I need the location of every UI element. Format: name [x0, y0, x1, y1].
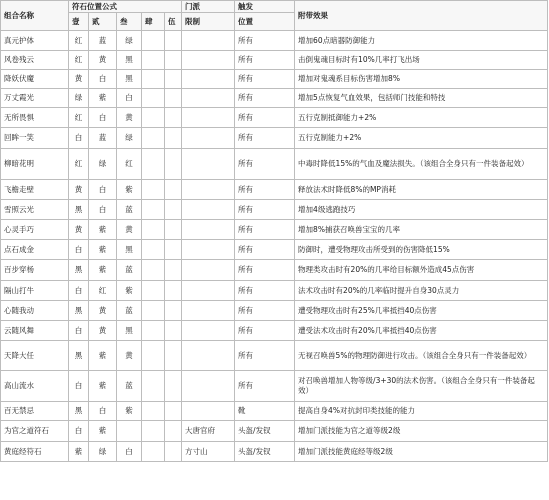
rune-position-cell: 紫	[117, 281, 142, 301]
rune-position-cell: 黄	[117, 341, 142, 371]
header-combo-name: 组合名称	[1, 1, 69, 31]
combo-name-cell: 百步穿杨	[1, 260, 69, 281]
rune-position-cell: 紫	[89, 341, 117, 371]
rune-position-cell: 黑	[117, 70, 142, 89]
table-row	[1, 149, 548, 180]
rune-position-cell: 白	[69, 128, 89, 149]
combo-name-cell: 点石成金	[1, 240, 69, 260]
rune-position-cell: 黄	[89, 301, 117, 321]
effect-cell: 增加门派技能黄庭经等级2级	[295, 442, 548, 462]
sect-cell	[182, 240, 235, 260]
rune-position-cell	[142, 128, 165, 149]
effect-cell: 增加门派技能为官之道等级2级	[295, 421, 548, 442]
rune-position-cell	[142, 70, 165, 89]
effect-cell: 增加8%捕获召唤兽宝宝的几率	[295, 220, 548, 240]
combo-name-cell: 隔山打牛	[1, 281, 69, 301]
rune-position-cell	[142, 341, 165, 371]
sect-cell: 大唐官府	[182, 421, 235, 442]
rune-position-cell	[165, 220, 182, 240]
sect-cell	[182, 180, 235, 200]
rune-position-cell: 蓝	[117, 301, 142, 321]
sect-cell	[182, 128, 235, 149]
rune-position-cell: 黄	[69, 220, 89, 240]
sect-cell	[182, 260, 235, 281]
header-pos-1: 壹	[69, 13, 89, 31]
rune-position-cell: 白	[89, 70, 117, 89]
combo-name-cell: 高山流水	[1, 371, 69, 402]
effect-cell: 释放法术时降低8%的MP消耗	[295, 180, 548, 200]
rune-position-cell: 紫	[89, 260, 117, 281]
rune-position-cell	[142, 31, 165, 51]
rune-position-cell: 蓝	[117, 260, 142, 281]
rune-position-cell	[142, 51, 165, 70]
rune-position-cell: 黑	[69, 402, 89, 421]
table-row	[1, 260, 548, 281]
combo-name-cell: 黄庭经符石	[1, 442, 69, 462]
rune-position-cell	[165, 31, 182, 51]
rune-position-cell	[165, 89, 182, 108]
rune-position-cell: 黄	[69, 180, 89, 200]
rune-position-cell	[165, 301, 182, 321]
trigger-cell: 所有	[235, 180, 295, 200]
combo-name-cell: 飞檐走壁	[1, 180, 69, 200]
rune-position-cell	[142, 149, 165, 180]
rune-position-cell: 黄	[117, 220, 142, 240]
combo-name-cell: 柳暗花明	[1, 149, 69, 180]
combo-name-cell: 心随我动	[1, 301, 69, 321]
table-row	[1, 240, 548, 260]
combo-name-cell: 百无禁忌	[1, 402, 69, 421]
rune-position-cell	[142, 321, 165, 341]
trigger-cell: 所有	[235, 301, 295, 321]
table-row	[1, 89, 548, 108]
rune-position-cell: 红	[69, 51, 89, 70]
effect-cell: 对召唤兽增加人物等级/3+30的法术伤害。（该组合全身只有一件装备起效）	[295, 371, 548, 402]
rune-position-cell	[142, 89, 165, 108]
trigger-cell: 所有	[235, 240, 295, 260]
combo-name-cell: 风卷残云	[1, 51, 69, 70]
rune-position-cell: 绿	[69, 89, 89, 108]
combo-name-cell: 天降大任	[1, 341, 69, 371]
rune-position-cell: 红	[89, 281, 117, 301]
header-row-1	[1, 1, 548, 13]
combo-name-cell: 万丈霞光	[1, 89, 69, 108]
table-row	[1, 371, 548, 402]
rune-position-cell	[165, 108, 182, 128]
sect-cell	[182, 149, 235, 180]
trigger-cell: 所有	[235, 321, 295, 341]
rune-position-cell: 紫	[69, 442, 89, 462]
rune-position-cell	[165, 421, 182, 442]
rune-position-cell: 白	[89, 200, 117, 220]
header-trigger-line2: 位置	[235, 13, 295, 31]
rune-position-cell	[165, 149, 182, 180]
rune-position-cell	[142, 402, 165, 421]
rune-position-cell: 紫	[89, 220, 117, 240]
sect-cell	[182, 341, 235, 371]
rune-position-cell: 紫	[89, 421, 117, 442]
effect-cell: 无视召唤兽5%的物理防御进行攻击。（该组合全身只有一件装备起效）	[295, 341, 548, 371]
rune-position-cell: 蓝	[89, 31, 117, 51]
rune-position-cell: 绿	[89, 149, 117, 180]
rune-position-cell: 蓝	[117, 200, 142, 220]
effect-cell: 物理类攻击时有20%的几率给目标额外造成45点伤害	[295, 260, 548, 281]
rune-position-cell: 绿	[117, 31, 142, 51]
effect-cell: 中毒时降低15%的气血及魔法损失。（该组合全身只有一件装备起效）	[295, 149, 548, 180]
sect-cell	[182, 321, 235, 341]
sect-cell	[182, 89, 235, 108]
header-pos-3: 叁	[117, 13, 142, 31]
effect-cell: 五行克制能力+2%	[295, 128, 548, 149]
rune-position-cell: 黑	[69, 301, 89, 321]
sect-cell: 方寸山	[182, 442, 235, 462]
sect-cell	[182, 301, 235, 321]
trigger-cell: 所有	[235, 108, 295, 128]
table-row	[1, 51, 548, 70]
rune-position-cell	[142, 240, 165, 260]
header-effect: 附带效果	[295, 1, 548, 31]
rune-position-cell	[142, 421, 165, 442]
rune-position-cell: 红	[69, 108, 89, 128]
effect-cell: 法术攻击时有20%的几率临时提升自身30点灵力	[295, 281, 548, 301]
trigger-cell: 所有	[235, 200, 295, 220]
rune-position-cell: 绿	[89, 442, 117, 462]
rune-position-cell: 白	[69, 240, 89, 260]
rune-position-cell: 紫	[117, 180, 142, 200]
header-pos-5: 伍	[165, 13, 182, 31]
rune-position-cell	[165, 70, 182, 89]
rune-position-cell: 蓝	[89, 128, 117, 149]
rune-position-cell: 绿	[117, 128, 142, 149]
rune-position-cell	[165, 442, 182, 462]
rune-position-cell: 黄	[89, 51, 117, 70]
rune-position-cell: 紫	[89, 89, 117, 108]
combo-name-cell: 为官之道符石	[1, 421, 69, 442]
rune-position-cell	[165, 260, 182, 281]
combo-name-cell: 心灵手巧	[1, 220, 69, 240]
rune-position-cell: 红	[117, 149, 142, 180]
rune-position-cell: 黑	[117, 321, 142, 341]
rune-position-cell	[165, 240, 182, 260]
rune-position-cell: 白	[89, 402, 117, 421]
sect-cell	[182, 220, 235, 240]
rune-position-cell: 白	[69, 421, 89, 442]
rune-position-cell: 紫	[89, 240, 117, 260]
trigger-cell: 所有	[235, 51, 295, 70]
combo-name-cell: 降妖伏魔	[1, 70, 69, 89]
trigger-cell: 所有	[235, 31, 295, 51]
rune-position-cell	[165, 128, 182, 149]
rune-position-cell: 白	[89, 108, 117, 128]
trigger-cell: 所有	[235, 89, 295, 108]
sect-cell	[182, 281, 235, 301]
rune-position-cell	[165, 200, 182, 220]
trigger-cell: 头盔/发钗	[235, 442, 295, 462]
table-row	[1, 31, 548, 51]
rune-position-cell	[142, 200, 165, 220]
combo-name-cell: 无所畏惧	[1, 108, 69, 128]
table-row	[1, 281, 548, 301]
header-formula: 符石位置公式	[69, 1, 182, 13]
header-sect-line1: 门派	[182, 1, 235, 13]
header-pos-4: 肆	[142, 13, 165, 31]
effect-cell: 增加60点暗器防御能力	[295, 31, 548, 51]
rune-position-cell: 红	[69, 149, 89, 180]
effect-cell: 提高自身4%对抗封印类技能的能力	[295, 402, 548, 421]
rune-position-cell	[165, 402, 182, 421]
table-row	[1, 220, 548, 240]
trigger-cell: 所有	[235, 281, 295, 301]
rune-position-cell	[142, 281, 165, 301]
trigger-cell: 头盔/发钗	[235, 421, 295, 442]
rune-position-cell: 白	[69, 371, 89, 402]
combo-name-cell: 回眸一笑	[1, 128, 69, 149]
sect-cell	[182, 51, 235, 70]
rune-position-cell	[165, 341, 182, 371]
rune-position-cell: 紫	[89, 371, 117, 402]
rune-position-cell: 黑	[69, 260, 89, 281]
table-row	[1, 321, 548, 341]
combo-name-cell: 云随风舞	[1, 321, 69, 341]
rune-position-cell: 蓝	[117, 371, 142, 402]
table-row	[1, 402, 548, 421]
rune-position-cell: 黑	[117, 51, 142, 70]
combo-name-cell: 真元护体	[1, 31, 69, 51]
table-row	[1, 200, 548, 220]
table-row	[1, 128, 548, 149]
trigger-cell: 靴	[235, 402, 295, 421]
rune-position-cell	[165, 51, 182, 70]
table-row	[1, 70, 548, 89]
rune-position-cell: 紫	[117, 402, 142, 421]
rune-position-cell: 白	[117, 89, 142, 108]
trigger-cell: 所有	[235, 70, 295, 89]
sect-cell	[182, 371, 235, 402]
header-trigger-line1: 触发	[235, 1, 295, 13]
sect-cell	[182, 70, 235, 89]
rune-position-cell	[142, 260, 165, 281]
rune-position-cell	[142, 301, 165, 321]
header-sect-line2: 限制	[182, 13, 235, 31]
rune-position-cell	[165, 371, 182, 402]
table-row	[1, 301, 548, 321]
table-row	[1, 108, 548, 128]
rune-position-cell	[117, 421, 142, 442]
rune-position-cell: 黑	[69, 200, 89, 220]
sect-cell	[182, 200, 235, 220]
effect-cell: 增加5点恢复气血效果，包括师门技能和特技	[295, 89, 548, 108]
table-row	[1, 341, 548, 371]
combo-name-cell: 雪照云光	[1, 200, 69, 220]
trigger-cell: 所有	[235, 371, 295, 402]
rune-position-cell: 红	[69, 31, 89, 51]
rune-position-cell	[142, 442, 165, 462]
trigger-cell: 所有	[235, 128, 295, 149]
rune-position-cell	[142, 108, 165, 128]
rune-position-cell	[142, 371, 165, 402]
trigger-cell: 所有	[235, 220, 295, 240]
trigger-cell: 所有	[235, 260, 295, 281]
rune-position-cell: 黑	[69, 341, 89, 371]
effect-cell: 遭受物理攻击时有25%几率抵挡40点伤害	[295, 301, 548, 321]
rune-position-cell: 白	[89, 180, 117, 200]
sect-cell	[182, 31, 235, 51]
sect-cell	[182, 402, 235, 421]
rune-position-cell: 白	[69, 321, 89, 341]
rune-position-cell	[165, 281, 182, 301]
rune-position-cell: 黄	[117, 108, 142, 128]
effect-cell: 防御时，遭受物理攻击所受到的伤害降低15%	[295, 240, 548, 260]
rune-position-cell: 白	[117, 442, 142, 462]
rune-position-cell: 白	[69, 281, 89, 301]
effect-cell: 五行克制抵御能力+2%	[295, 108, 548, 128]
table-row	[1, 421, 548, 442]
rune-position-cell	[165, 180, 182, 200]
rune-position-cell	[165, 321, 182, 341]
table-row	[1, 180, 548, 200]
rune-position-cell	[142, 220, 165, 240]
sect-cell	[182, 108, 235, 128]
effect-cell: 击倒鬼魂目标时有10%几率打飞出场	[295, 51, 548, 70]
header-pos-2: 贰	[89, 13, 117, 31]
rune-position-cell: 黄	[69, 70, 89, 89]
effect-cell: 遭受法术攻击时有20%几率抵挡40点伤害	[295, 321, 548, 341]
trigger-cell: 所有	[235, 341, 295, 371]
table-row	[1, 442, 548, 462]
rune-position-cell: 黄	[89, 321, 117, 341]
trigger-cell: 所有	[235, 149, 295, 180]
rune-position-cell: 黑	[117, 240, 142, 260]
effect-cell: 增加对鬼魂系目标伤害增加8%	[295, 70, 548, 89]
rune-position-cell	[142, 180, 165, 200]
effect-cell: 增加4级逃跑技巧	[295, 200, 548, 220]
